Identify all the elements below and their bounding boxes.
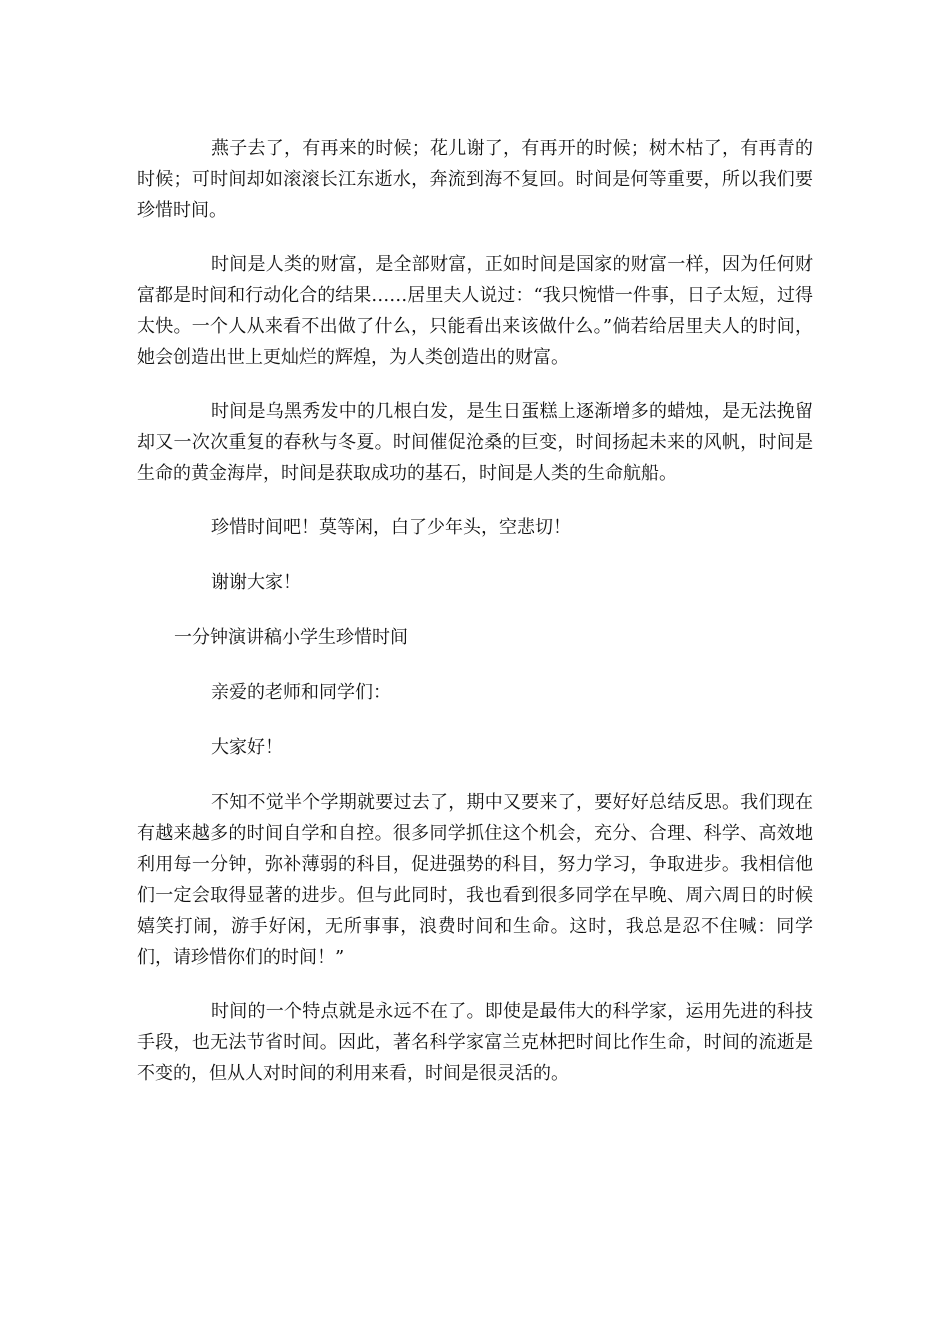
paragraph-cherish-call: 珍惜时间吧！莫等闲，白了少年头，空悲切！ — [211, 517, 571, 538]
paragraph-thanks: 谢谢大家！ — [211, 572, 301, 593]
paragraph-greeting: 大家好！ — [211, 737, 283, 758]
document-body — [137, 133, 813, 1112]
paragraph-salutation: 亲爱的老师和同学们： — [211, 682, 391, 703]
paragraph-swallows: 燕子去了，有再来的时候；花儿谢了，有再开的时候；树木枯了，有再青的时候；可时间却如滚滚长江东逝水，奔流到海不复回。时间是何等重要，所以我们要珍惜时间。 — [137, 138, 813, 221]
paragraph-half-semester: 不知不觉半个学期就要过去了，期中又要来了，要好好总结反思。我们现在有越来越多的时间自学和自控。很多同学抓住这个机会，充分、合理、科学、高效地利用每一分钟，弥补薄弱的科目，促进强势的科目，努力学习，争取进步。我相信他们一定会取得显著的进步。但与此同时，我也看到很多同学在早晚、周六周日的时候嬉笑打闹，游手好闲，无所事事，浪费时间和生命。这时，我总是忍不住喊：同学们，请珍惜你们的时间！” — [137, 792, 813, 968]
section-title: 一分钟演讲稿小学生珍惜时间 — [174, 627, 408, 648]
paragraph-wealth: 时间是人类的财富，是全部财富，正如时间是国家的财富一样，因为任何财富都是时间和行动化合的结果……居里夫人说过：“我只惋惜一件事，日子太短，过得太快。一个人从来看不出做了什么，只能看出来该做什么。”倘若给居里夫人的时间，她会创造出世上更灿烂的辉煌，为人类创造出的财富。 — [137, 254, 813, 368]
paragraph-time-feature: 时间的一个特点就是永远不在了。即使是最伟大的科学家，运用先进的科技手段，也无法节省时间。因此，著名科学家富兰克林把时间比作生命，时间的流逝是不变的，但从人对时间的利用来看，时间是很灵活的。 — [137, 1001, 813, 1084]
paragraph-white-hair: 时间是乌黑秀发中的几根白发，是生日蛋糕上逐渐增多的蜡烛，是无法挽留却又一次次重复的春秋与冬夏。时间催促沧桑的巨变，时间扬起未来的风帆，时间是生命的黄金海岸，时间是获取成功的基石，时间是人类的生命航船。 — [137, 401, 813, 484]
